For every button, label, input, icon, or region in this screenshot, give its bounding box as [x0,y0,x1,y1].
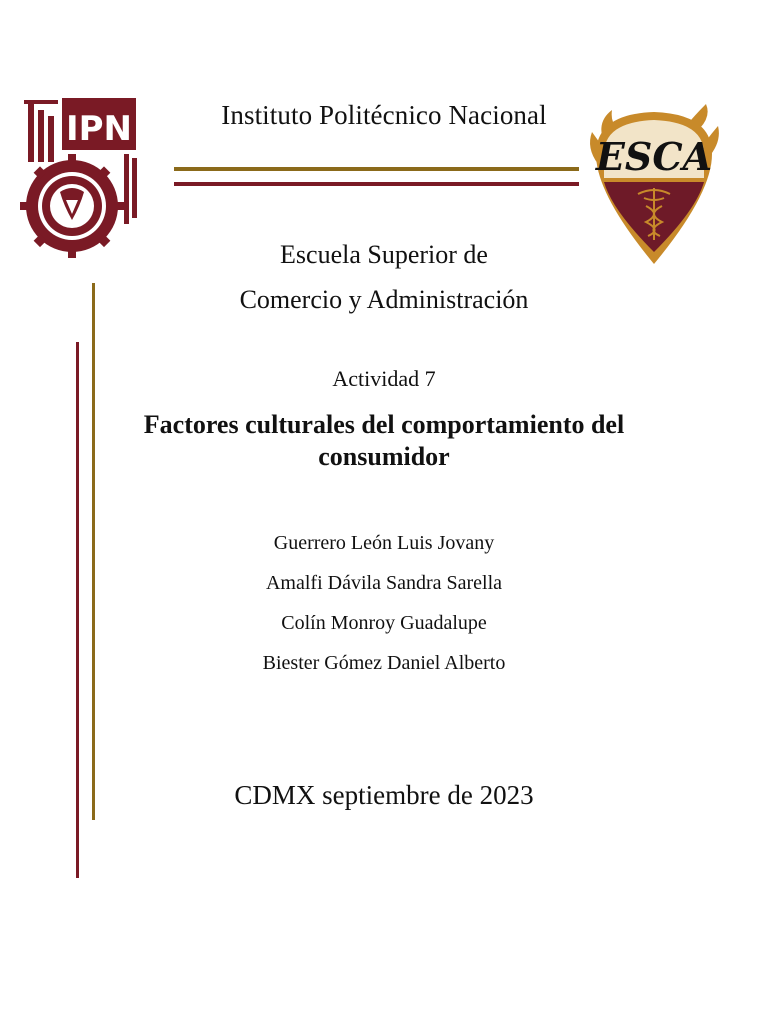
author-name: Guerrero León Luis Jovany [273,532,495,554]
ipn-logo-text: IPN [65,109,133,149]
activity-label: Actividad 7 [332,366,436,391]
author-name: Colín Monroy Guadalupe [281,612,487,634]
school-name-line-2: Comercio y Administración [239,285,529,314]
institute-name: Instituto Politécnico Nacional [221,100,547,130]
document-title-line-1: Factores culturales del comportamiento del [143,410,625,439]
place-date: CDMX septiembre de 2023 [234,780,534,810]
document-title-line-2: consumidor [318,442,450,471]
esca-logo-text: ESCA [595,134,713,179]
header-rule-maroon [174,182,579,186]
author-name: Amalfi Dávila Sandra Sarella [265,572,503,594]
header-rule-gold [174,167,579,171]
school-name-line-1: Escuela Superior de [280,240,488,269]
author-name: Biester Gómez Daniel Alberto [262,652,506,674]
document-title [104,409,664,473]
